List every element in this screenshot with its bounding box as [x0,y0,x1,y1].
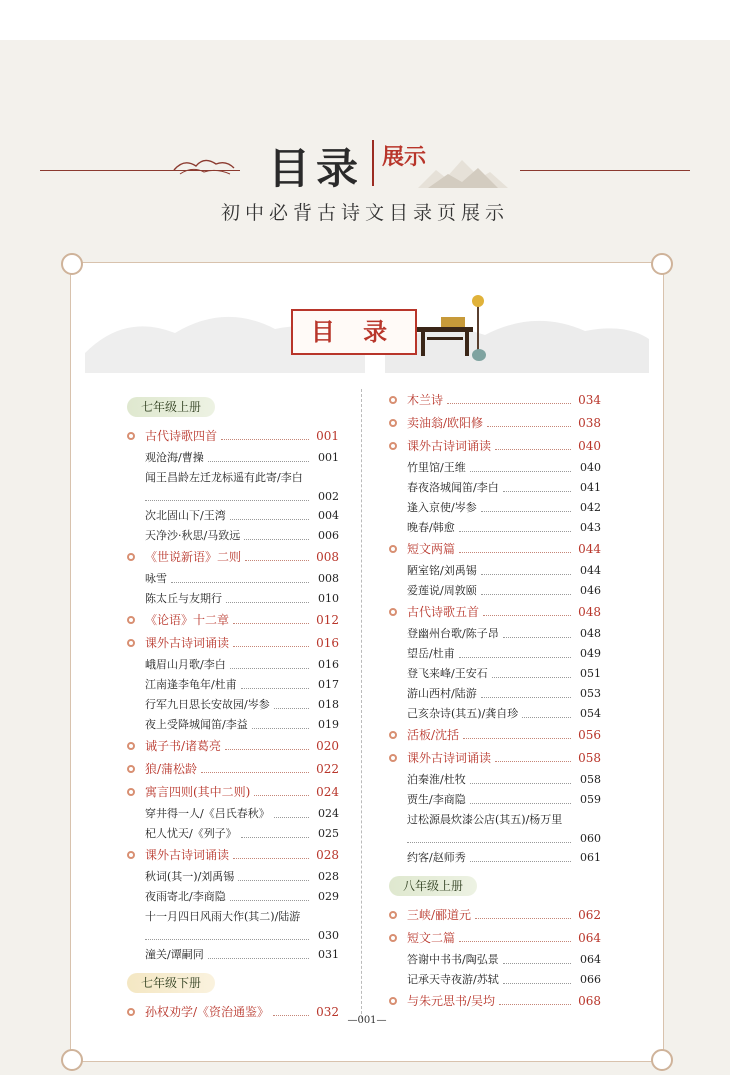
entry-title: 陈太丘与友期行 [145,592,222,605]
entry-page: 048 [580,627,601,640]
entry-page: 017 [318,678,339,691]
entry-page: 028 [316,848,339,862]
entry-title: 咏雪 [145,572,167,585]
bullet-icon [389,442,397,450]
entry-title: 约客/赵师秀 [407,851,466,864]
entry-page: 008 [318,572,339,585]
entry-page: 058 [578,751,601,765]
top-band [0,0,730,40]
bullet-icon [127,616,135,624]
dot-leader [233,646,309,647]
page-header [0,130,730,230]
bullet-icon [127,765,135,773]
toc-item-entry[interactable] [389,478,601,498]
entry-page: 016 [318,658,339,671]
entry-title: 爱莲说/周敦颐 [407,584,477,597]
entry-page: 064 [580,953,601,966]
toc-item-entry[interactable] [389,790,601,810]
entry-title: 课外古诗词诵读 [145,636,230,650]
dot-leader [407,842,571,843]
dot-leader [274,817,309,818]
entry-page: 060 [580,832,601,845]
dot-leader [244,539,309,540]
entry-page: 001 [316,429,339,443]
toc-section-entry[interactable] [127,844,339,867]
toc-item-entry[interactable] [127,569,339,589]
bullet-icon [127,639,135,647]
entry-page: 051 [580,667,601,680]
dot-leader [201,772,309,773]
toc-item-entry[interactable] [389,458,601,478]
toc-item-entry[interactable] [127,804,339,824]
bullet-icon [127,432,135,440]
entry-title: 竹里馆/王维 [407,461,466,474]
bullet-icon [127,742,135,750]
entry-page: 056 [578,728,601,742]
entry-title: 秋词(其一)/刘禹锡 [145,870,235,883]
dot-leader [470,861,571,862]
toc-item-continuation [389,830,601,848]
entry-page: 038 [578,416,601,430]
entry-title: 春夜洛城闻笛/李白 [407,481,499,494]
entry-title: 望岳/杜甫 [407,647,455,660]
entry-page: 024 [316,785,339,799]
bullet-icon [389,911,397,919]
entry-page: 053 [580,687,601,700]
entry-page: 058 [580,773,601,786]
toc-item-entry[interactable] [389,498,601,518]
entry-title: 贾生/李商隐 [407,793,466,806]
entry-page: 040 [578,439,601,453]
title-divider [372,140,374,186]
entry-page: 006 [318,529,339,542]
entry-title: 三峡/郦道元 [407,908,472,922]
entry-page: 008 [316,550,339,564]
entry-title: 次北固山下/王湾 [145,509,226,522]
dot-leader [499,1004,571,1005]
dot-leader [145,500,309,501]
entry-title: 闻王昌龄左迁龙标遥有此寄/李白 [145,471,303,484]
toc-item-entry[interactable] [127,675,339,695]
entry-page: 064 [578,931,601,945]
bullet-icon [127,851,135,859]
toc-item-entry[interactable] [389,848,601,868]
toc-item-continuation [127,488,339,506]
entry-title: 《世说新语》二则 [145,550,242,564]
dot-leader [221,439,309,440]
entry-page: 012 [316,613,339,627]
dot-leader [503,963,571,964]
dot-leader [233,858,309,859]
toc-item-entry[interactable] [389,950,601,970]
dot-leader [459,531,571,532]
toc-item-entry[interactable] [389,684,601,704]
entry-page: 059 [580,793,601,806]
column-divider [361,389,362,1019]
toc-section-entry[interactable] [389,747,601,770]
bullet-icon [389,608,397,616]
toc-item-entry[interactable] [389,644,601,664]
entry-page: 024 [318,807,339,820]
toc-item-entry[interactable] [127,506,339,526]
entry-title: 记承天寺夜游/苏轼 [407,973,499,986]
dot-leader [208,958,309,959]
grade-label: 七年级下册 [127,973,215,993]
toc-item-entry[interactable] [127,867,339,887]
dot-leader [481,594,571,595]
entry-page: 018 [318,698,339,711]
entry-page: 049 [580,647,601,660]
entry-page: 022 [316,762,339,776]
entry-title: 短文两篇 [407,542,456,556]
dot-leader [475,918,571,919]
toc-item-entry[interactable] [127,907,339,927]
dot-leader [238,880,309,881]
dot-leader [241,688,309,689]
toc-section-entry[interactable] [389,927,601,950]
toc-item-entry[interactable] [389,624,601,644]
bullet-icon [389,934,397,942]
grade-row [127,971,339,1001]
toc-section-entry[interactable] [389,601,601,624]
toc-right-column [389,389,601,1013]
toc-section-entry[interactable] [127,609,339,632]
entry-title: 夜上受降城闻笛/李益 [145,718,248,731]
entry-title: 逢入京使/岑参 [407,501,477,514]
entry-page: 041 [580,481,601,494]
grade-label: 七年级上册 [127,397,215,417]
entry-page: 061 [580,851,601,864]
toc-item-continuation [127,927,339,945]
entry-title: 狼/蒲松龄 [145,762,198,776]
entry-page: 040 [580,461,601,474]
toc-section-entry[interactable] [389,990,601,1013]
toc-item-entry[interactable] [127,589,339,609]
entry-page: 028 [318,870,339,883]
dot-leader [470,803,571,804]
entry-title: 课外古诗词诵读 [407,439,492,453]
corner-ornament [651,253,673,275]
entry-title: 穿井得一人/《吕氏春秋》 [145,807,270,820]
toc-item-entry[interactable] [389,810,601,830]
corner-ornament [61,1049,83,1071]
entry-title: 木兰诗 [407,393,444,407]
toc-section-entry[interactable] [389,389,601,412]
entry-title: 答谢中书书/陶弘景 [407,953,499,966]
entry-page: 044 [580,564,601,577]
dot-leader [233,623,309,624]
corner-ornament [61,253,83,275]
entry-title: 卖油翁/欧阳修 [407,416,484,430]
dot-leader [503,491,571,492]
toc-section-entry[interactable] [127,632,339,655]
entry-title: 泊秦淮/杜牧 [407,773,466,786]
toc-title: 目 录 [310,317,398,346]
dot-leader [254,795,309,796]
entry-title: 游山西村/陆游 [407,687,477,700]
toc-item-entry[interactable] [389,704,601,724]
entry-title: 古代诗歌四首 [145,429,218,443]
toc-section-entry[interactable] [127,735,339,758]
entry-page: 044 [578,542,601,556]
dot-leader [492,677,571,678]
entry-page: 043 [580,521,601,534]
toc-left-column [127,389,339,1024]
toc-item-entry[interactable] [389,518,601,538]
entry-page: 025 [318,827,339,840]
toc-item-entry[interactable] [389,970,601,990]
bullet-icon [389,754,397,762]
toc-item-entry[interactable] [389,664,601,684]
dot-leader [481,511,571,512]
dot-leader [481,697,571,698]
toc-item-entry[interactable] [389,581,601,601]
page-caption: 初中必背古诗文目录页展示 [220,202,509,224]
dot-leader [503,983,571,984]
entry-page: 048 [578,605,601,619]
grade-label: 八年级上册 [389,876,477,896]
toc-item-entry[interactable] [127,887,339,907]
entry-title: 晚春/韩愈 [407,521,455,534]
cloud-ornament-icon [170,152,240,180]
entry-title: 天净沙·秋思/马致远 [145,529,241,542]
dot-leader [230,668,309,669]
toc-title-frame [291,309,417,355]
dot-leader [470,471,571,472]
entry-page: 054 [580,707,601,720]
toc-section-entry[interactable] [389,435,601,458]
entry-page: 004 [318,509,339,522]
entry-title: 登幽州台歌/陈子昂 [407,627,499,640]
entry-title: 孙权劝学/《资治通鉴》 [145,1005,270,1019]
toc-item-entry[interactable] [127,715,339,735]
entry-title: 杞人忧天/《列子》 [145,827,237,840]
entry-page: 020 [316,739,339,753]
mountain-ornament-icon [418,156,508,190]
entry-title: 观沧海/曹操 [145,451,204,464]
dot-leader [245,560,309,561]
toc-section-entry[interactable] [389,904,601,927]
toc-card [70,262,664,1062]
entry-page: 062 [578,908,601,922]
dot-leader [459,657,571,658]
entry-title: 峨眉山月歌/李白 [145,658,226,671]
dot-leader [481,574,571,575]
entry-title: 《论语》十二章 [145,613,230,627]
entry-page: 019 [318,718,339,731]
toc-item-entry[interactable] [389,770,601,790]
entry-title: 陋室铭/刘禹锡 [407,564,477,577]
entry-title: 十一月四日风雨大作(其二)/陆游 [145,910,301,923]
entry-page: 066 [580,973,601,986]
dot-leader [274,708,309,709]
dot-leader [230,519,309,520]
toc-item-entry[interactable] [127,945,339,965]
entry-title: 古代诗歌五首 [407,605,480,619]
entry-title: 课外古诗词诵读 [145,848,230,862]
entry-title: 短文二篇 [407,931,456,945]
dot-leader [487,426,571,427]
bullet-icon [389,419,397,427]
toc-section-entry[interactable] [389,538,601,561]
dot-leader [145,939,309,940]
entry-page: 030 [318,929,339,942]
entry-page: 016 [316,636,339,650]
dot-leader [459,552,571,553]
dot-leader [483,615,571,616]
entry-page: 002 [318,490,339,503]
bullet-icon [389,396,397,404]
bullet-icon [127,553,135,561]
toc-section-entry[interactable] [127,546,339,569]
dot-leader [463,738,571,739]
toc-section-entry[interactable] [389,412,601,435]
dot-leader [230,900,309,901]
bullet-icon [389,545,397,553]
dot-leader [459,941,571,942]
bullet-icon [389,731,397,739]
entry-title: 行军九日思长安故园/岑参 [145,698,270,711]
entry-page: 001 [318,451,339,464]
dot-leader [171,582,309,583]
entry-page: 034 [578,393,601,407]
header-rule-right [520,170,690,171]
toc-section-entry[interactable] [389,724,601,747]
grade-row [389,874,601,904]
entry-title: 课外古诗词诵读 [407,751,492,765]
toc-item-entry[interactable] [127,824,339,844]
desk-lantern-icon [411,293,491,363]
entry-title: 己亥杂诗(其五)/龚自珍 [407,707,519,720]
dot-leader [252,728,309,729]
entry-page: 032 [316,1005,339,1019]
dot-leader [226,602,309,603]
toc-item-entry[interactable] [389,561,601,581]
toc-section-entry[interactable] [127,781,339,804]
entry-page: 010 [318,592,339,605]
entry-title: 过松源晨炊漆公店(其五)/杨万里 [407,813,563,826]
dot-leader [241,837,309,838]
dot-leader [503,637,571,638]
entry-page: 046 [580,584,601,597]
entry-page: 031 [318,948,339,961]
dot-leader [208,461,309,462]
entry-title: 寓言四则(其中二则) [145,785,251,799]
toc-item-entry[interactable] [127,468,339,488]
dot-leader [447,403,571,404]
entry-title: 潼关/谭嗣同 [145,948,204,961]
entry-title: 夜雨寄北/李商隐 [145,890,226,903]
corner-ornament [651,1049,673,1071]
toc-item-entry[interactable] [127,695,339,715]
entry-page: 042 [580,501,601,514]
page-number: —001— [347,1015,387,1026]
dot-leader [495,449,571,450]
dot-leader [225,749,309,750]
entry-title: 诫子书/诸葛亮 [145,739,222,753]
grade-row [127,395,339,425]
toc-item-entry[interactable] [127,526,339,546]
toc-item-entry[interactable] [127,655,339,675]
entry-title: 江南逢李龟年/杜甫 [145,678,237,691]
toc-section-entry[interactable] [127,758,339,781]
page-subtitle: 展示 [382,144,427,170]
bullet-icon [389,997,397,1005]
entry-page: 029 [318,890,339,903]
toc-section-entry[interactable] [127,425,339,448]
dot-leader [522,717,571,718]
toc-item-entry[interactable] [127,448,339,468]
bullet-icon [127,788,135,796]
entry-title: 与朱元思书/吴均 [407,994,496,1008]
dot-leader [495,761,571,762]
page-title: 目录 [268,144,365,193]
entry-page: 068 [578,994,601,1008]
dot-leader [470,783,571,784]
entry-title: 活板/沈括 [407,728,460,742]
entry-title: 登飞来峰/王安石 [407,667,488,680]
